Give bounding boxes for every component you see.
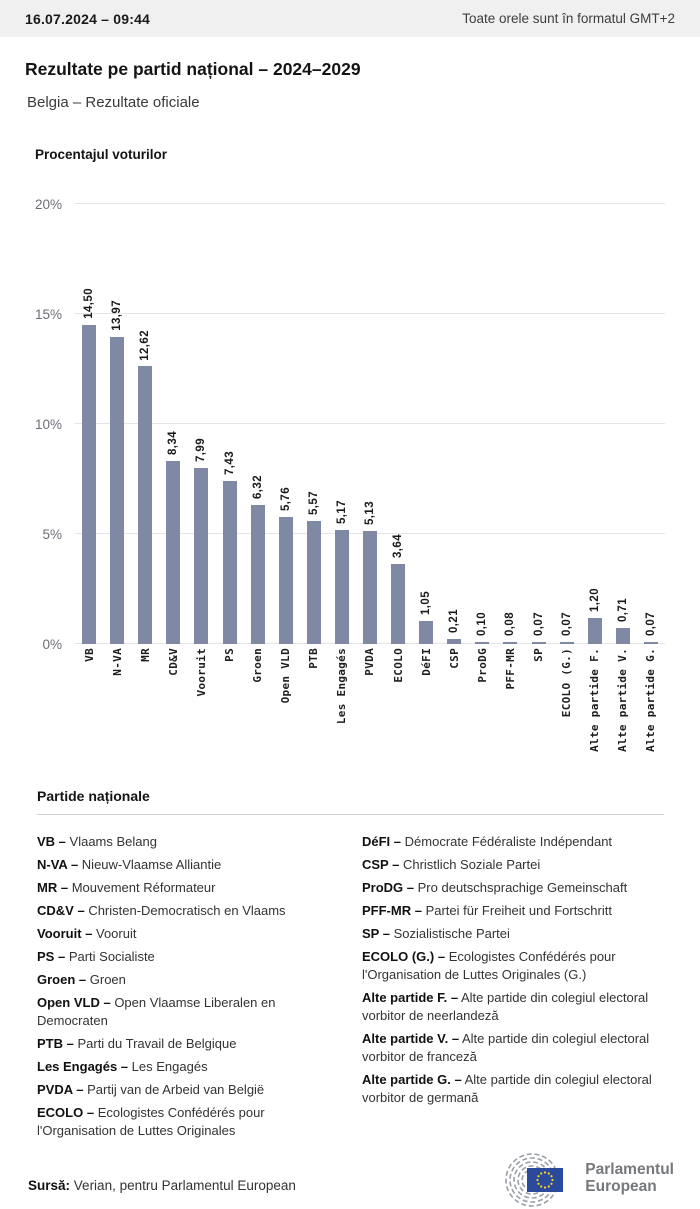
x-axis-label-slot — [159, 648, 187, 770]
bar-value-label: 0,07 — [560, 612, 573, 637]
legend-item — [362, 902, 684, 920]
legend-item — [37, 879, 342, 897]
x-axis-label-slot — [412, 648, 440, 770]
bar-column — [103, 186, 131, 644]
bar-plot-area — [75, 186, 665, 644]
logo-wordmark — [585, 1161, 674, 1200]
logo-text-line1: Parlamentul — [585, 1160, 674, 1178]
party-full-name: Ecologistes Confédérés pour l'Organisation de Luttes Originales — [37, 1105, 265, 1138]
party-abbreviation: Alte partide V. – — [362, 1031, 460, 1046]
bar-value-label: 1,05 — [420, 590, 433, 615]
party-abbreviation: VB – — [37, 834, 66, 849]
party-abbreviation: Alte partide F. – — [362, 990, 459, 1005]
party-abbreviation: ECOLO – — [37, 1105, 95, 1120]
legend-item — [37, 1081, 342, 1099]
x-axis-label-slot — [581, 648, 609, 770]
party-full-name: Open Vlaamse Liberalen en Democraten — [37, 995, 276, 1028]
bar-column — [581, 186, 609, 644]
party-full-name: Partij van de Arbeid van België — [87, 1082, 265, 1097]
bar-chart — [0, 186, 700, 652]
footer — [28, 1151, 674, 1209]
bar-column — [159, 186, 187, 644]
x-axis-label: ProDG — [475, 648, 489, 683]
legend-item — [362, 879, 684, 897]
party-abbreviation: MR – — [37, 880, 69, 895]
party-full-name: Sozialistische Partei — [393, 926, 510, 941]
bar — [363, 531, 377, 644]
legend-item — [37, 1035, 342, 1053]
bar — [447, 639, 461, 644]
legend-item — [37, 902, 342, 920]
bar — [110, 337, 124, 644]
x-axis-label: Alte partide V. — [616, 648, 630, 752]
x-axis-label-slot — [609, 648, 637, 770]
y-axis-tick-label: 10% — [34, 417, 62, 432]
bar-value-label: 8,34 — [167, 430, 180, 455]
bar-value-label: 5,76 — [279, 487, 292, 512]
bar-value-label: 0,07 — [644, 612, 657, 637]
x-axis-label-slot — [384, 648, 412, 770]
party-abbreviation: Groen – — [37, 972, 87, 987]
x-axis-label: CD&V — [166, 648, 180, 676]
bar-column — [131, 186, 159, 644]
party-full-name: Vlaams Belang — [69, 834, 157, 849]
x-axis-label: Alte partide G. — [644, 648, 658, 752]
bar-column — [553, 186, 581, 644]
bar — [391, 564, 405, 644]
bar-value-label: 5,57 — [307, 491, 320, 516]
bar — [335, 530, 349, 644]
bar-value-label: 14,50 — [83, 288, 96, 319]
top-status-bar — [0, 0, 700, 37]
party-full-name: Alte partide din colegiul electoral vorbitor de neerlandeză — [362, 990, 649, 1023]
x-axis-label-slot — [525, 648, 553, 770]
legend-item — [37, 1104, 342, 1140]
page-subtitle: Belgia – Rezultate oficiale — [27, 94, 200, 111]
x-axis-label: MR — [138, 648, 152, 662]
hemicycle-flag-icon — [496, 1151, 578, 1209]
x-axis-label: Les Engagés — [335, 648, 349, 725]
party-legend-section — [37, 788, 664, 1145]
party-abbreviation: Alte partide G. – — [362, 1072, 462, 1087]
x-axis-label-slot — [468, 648, 496, 770]
bar-column — [440, 186, 468, 644]
party-abbreviation: DéFI – — [362, 834, 402, 849]
x-axis-label-slot — [328, 648, 356, 770]
bar-value-label: 0,71 — [616, 598, 629, 623]
party-abbreviation: CD&V – — [37, 903, 85, 918]
party-abbreviation: CSP – — [362, 857, 400, 872]
bar-value-label: 13,97 — [111, 299, 124, 331]
bar-value-label: 7,43 — [223, 450, 236, 475]
bar-value-label: 5,17 — [335, 500, 348, 525]
bar-value-label: 3,64 — [392, 533, 405, 558]
x-axis-label-slot — [103, 648, 131, 770]
legend-divider — [37, 814, 664, 815]
bar — [223, 481, 237, 644]
x-axis-label-slot — [272, 648, 300, 770]
bar-column — [468, 186, 496, 644]
bar-column — [384, 186, 412, 644]
legend-item — [37, 856, 342, 874]
bar-column — [215, 186, 243, 644]
legend-item — [362, 833, 684, 851]
bar-value-label: 5,13 — [363, 501, 376, 526]
party-abbreviation: Open VLD – — [37, 995, 111, 1010]
bar — [166, 461, 180, 644]
bar — [503, 642, 517, 644]
source-note — [28, 1178, 296, 1209]
x-axis-label-slot — [187, 648, 215, 770]
legend-item — [362, 989, 684, 1025]
x-axis-label: PTB — [307, 648, 321, 669]
x-axis-label: Vooruit — [194, 648, 208, 697]
bar-column — [525, 186, 553, 644]
european-parliament-logo — [496, 1151, 674, 1209]
y-axis-tick-label: 20% — [34, 197, 62, 212]
x-axis-label-slot — [244, 648, 272, 770]
x-axis-label-slot — [440, 648, 468, 770]
x-axis-labels — [75, 648, 665, 770]
legend-item — [37, 994, 342, 1030]
bar-value-label: 0,21 — [448, 609, 461, 634]
bar — [532, 642, 546, 644]
party-full-name: Nieuw-Vlaamse Alliantie — [81, 857, 222, 872]
party-full-name: Groen — [89, 972, 126, 987]
x-axis-label: SP — [532, 648, 546, 662]
bar — [251, 505, 265, 644]
bar-column — [496, 186, 524, 644]
y-axis — [0, 186, 75, 652]
party-abbreviation: ECOLO (G.) – — [362, 949, 446, 964]
x-axis-label: Groen — [251, 648, 265, 683]
y-axis-tick-label: 0% — [42, 637, 62, 652]
x-axis-label: ECOLO (G.) — [560, 648, 574, 718]
x-axis-label-slot — [215, 648, 243, 770]
x-axis-label: PS — [223, 648, 237, 662]
bar — [588, 618, 602, 644]
bar — [560, 642, 574, 644]
x-axis-label: DéFI — [419, 648, 433, 676]
bar — [279, 517, 293, 644]
legend-item — [37, 1058, 342, 1076]
x-axis-label: PFF-MR — [503, 648, 517, 690]
party-full-name: Alte partide din colegiul electoral vorbitor de franceză — [362, 1031, 650, 1064]
bar-column — [356, 186, 384, 644]
bar-column — [272, 186, 300, 644]
legend-item — [37, 948, 342, 966]
party-abbreviation: SP – — [362, 926, 390, 941]
logo-text-line2: European — [585, 1178, 657, 1195]
legend-item — [362, 1071, 684, 1107]
bar-value-label: 0,08 — [504, 612, 517, 637]
page-title: Rezultate pe partid național – 2024–2029 — [25, 59, 361, 79]
bar-value-label: 0,07 — [532, 612, 545, 637]
title-block — [0, 37, 700, 111]
bar-column — [412, 186, 440, 644]
legend-item — [37, 833, 342, 851]
bar — [475, 642, 489, 644]
legend-item — [362, 925, 684, 943]
party-abbreviation: PVDA – — [37, 1082, 84, 1097]
bar-value-label: 6,32 — [251, 474, 264, 499]
party-full-name: Christlich Soziale Partei — [402, 857, 541, 872]
legend-item — [362, 948, 684, 984]
party-abbreviation: ProDG – — [362, 880, 415, 895]
party-abbreviation: N-VA – — [37, 857, 79, 872]
x-axis-label-slot — [75, 648, 103, 770]
legend-column-right — [362, 833, 684, 1145]
bar-column — [328, 186, 356, 644]
bar-column — [300, 186, 328, 644]
x-axis-label-slot — [300, 648, 328, 770]
party-full-name: Partei für Freiheit und Fortschritt — [425, 903, 612, 918]
legend-column-left — [37, 833, 342, 1145]
legend-item — [37, 925, 342, 943]
bar-value-label: 7,99 — [195, 438, 208, 463]
legend-item — [37, 971, 342, 989]
party-full-name: Vooruit — [96, 926, 137, 941]
party-full-name: Alte partide din colegiul electoral vorbitor de germană — [362, 1072, 652, 1105]
x-axis-label-slot — [356, 648, 384, 770]
x-axis-label-slot — [131, 648, 159, 770]
bar-column — [637, 186, 665, 644]
legend-item — [362, 1030, 684, 1066]
timezone-note: Toate orele sunt în formatul GMT+2 — [462, 11, 675, 26]
party-abbreviation: PS – — [37, 949, 66, 964]
bar-value-label: 1,20 — [588, 587, 601, 612]
party-full-name: Parti du Travail de Belgique — [77, 1036, 237, 1051]
party-full-name: Christen-Democratisch en Vlaams — [88, 903, 286, 918]
x-axis-label-slot — [553, 648, 581, 770]
party-abbreviation: PTB – — [37, 1036, 74, 1051]
x-axis-label: Alte partide F. — [588, 648, 602, 752]
party-full-name: Mouvement Réformateur — [71, 880, 216, 895]
legend-title: Partide naționale — [37, 788, 150, 804]
bar-value-label: 0,10 — [476, 611, 489, 636]
bar-column — [75, 186, 103, 644]
y-axis-tick-label: 5% — [42, 527, 62, 542]
party-full-name: Démocrate Fédéraliste Indépendant — [404, 834, 613, 849]
bar-plot — [75, 186, 665, 644]
bar-value-label: 12,62 — [139, 329, 152, 361]
x-axis-label: VB — [82, 648, 96, 662]
bar — [419, 621, 433, 644]
party-full-name: Les Engagés — [131, 1059, 208, 1074]
bar-column — [187, 186, 215, 644]
bar — [307, 521, 321, 644]
party-full-name: Pro deutschsprachige Gemeinschaft — [417, 880, 628, 895]
x-axis-label: CSP — [447, 648, 461, 669]
party-abbreviation: Les Engagés – — [37, 1059, 129, 1074]
chart-title: Procentajul voturilor — [35, 147, 168, 162]
bar — [194, 468, 208, 644]
x-axis-label-slot — [637, 648, 665, 770]
bar — [644, 642, 658, 644]
party-full-name: Parti Socialiste — [68, 949, 155, 964]
source-label: Sursă: — [28, 1178, 71, 1193]
bar-column — [244, 186, 272, 644]
datetime-label: 16.07.2024 – 09:44 — [25, 10, 151, 27]
legend-item — [362, 856, 684, 874]
x-axis-label: PVDA — [363, 648, 377, 676]
x-axis-label: ECOLO — [391, 648, 405, 683]
bar — [616, 628, 630, 644]
x-axis-label: N-VA — [110, 648, 124, 676]
y-axis-tick-label: 15% — [34, 307, 62, 322]
bar — [138, 366, 152, 644]
x-axis-label-slot — [496, 648, 524, 770]
bar-column — [609, 186, 637, 644]
party-abbreviation: PFF-MR – — [362, 903, 422, 918]
party-abbreviation: Vooruit – — [37, 926, 93, 941]
party-full-name: Ecologistes Confédérés pour l'Organisation de Luttes Originales (G.) — [362, 949, 616, 982]
x-axis-label: Open VLD — [279, 648, 293, 704]
source-text: Verian, pentru Parlamentul European — [73, 1178, 296, 1193]
bar — [82, 325, 96, 644]
